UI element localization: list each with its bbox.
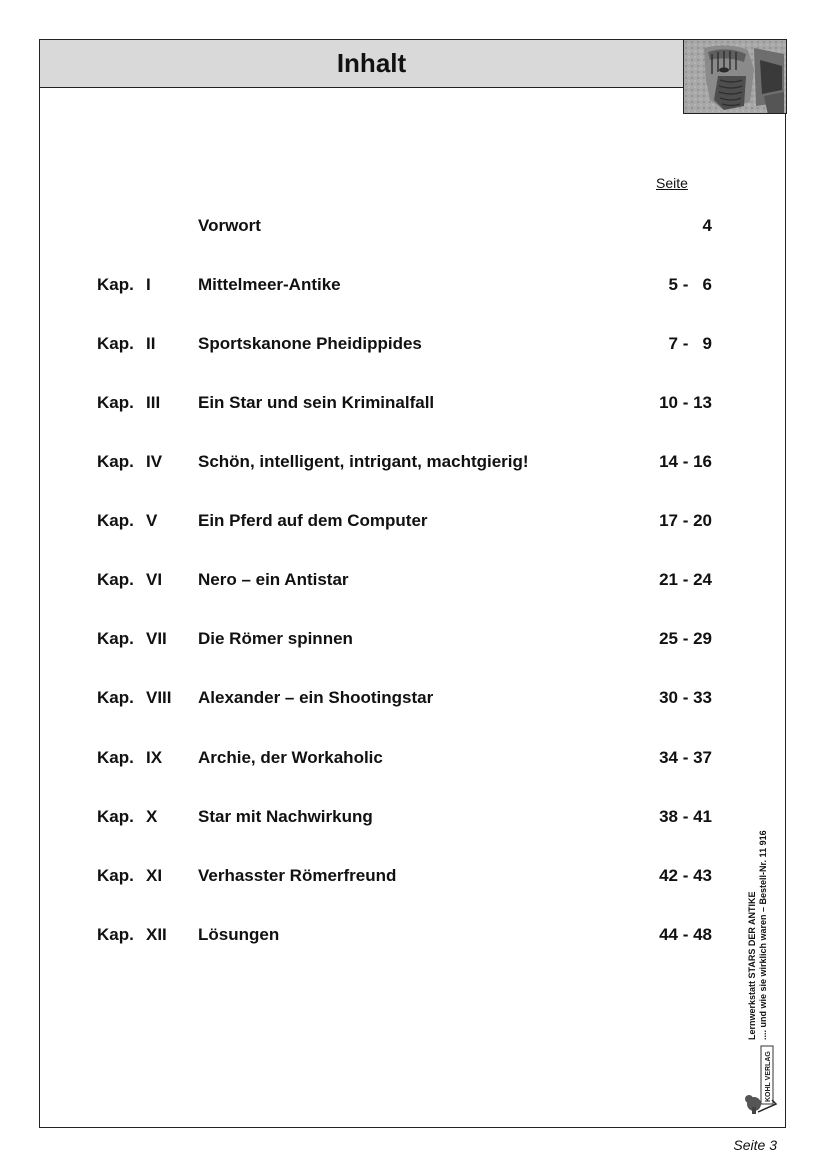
chapter-number: X <box>146 807 158 826</box>
logo-text: KOHL VERLAG <box>765 1051 772 1102</box>
chapter-label: Kap. <box>97 393 134 412</box>
publisher-info <box>747 830 769 1040</box>
chapter-number: VIII <box>146 688 172 707</box>
toc-entry <box>0 866 827 888</box>
chapter-title: Mittelmeer-Antike <box>198 275 341 294</box>
toc-entry <box>0 511 827 533</box>
chapter-pages: 25 - 29 <box>659 629 712 648</box>
chapter-number: VII <box>146 629 167 648</box>
chapter-label: Kap. <box>97 866 134 885</box>
chapter-label: Kap. <box>97 748 134 767</box>
series-title: Lernwerkstatt STARS DER ANTIKE <box>747 891 757 1040</box>
chapter-title: Ein Pferd auf dem Computer <box>198 511 428 530</box>
assyrian-relief-image <box>683 39 787 114</box>
chapter-number: IV <box>146 452 163 471</box>
chapter-title: Vorwort <box>198 216 261 235</box>
chapter-title: Star mit Nachwirkung <box>198 807 373 826</box>
toc-entry <box>0 452 827 474</box>
toc-entry <box>0 216 827 238</box>
toc-entry <box>0 688 827 710</box>
title-bar <box>39 39 684 88</box>
chapter-pages: 4 <box>702 216 712 235</box>
chapter-label: Kap. <box>97 275 134 294</box>
chapter-pages: 7 - 9 <box>668 334 712 353</box>
chapter-label: Kap. <box>97 925 134 944</box>
page-column-header: Seite <box>656 175 688 191</box>
toc-entry <box>0 275 827 297</box>
chapter-label: Kap. <box>97 629 134 648</box>
series-subtitle: .... und wie sie wirklich waren – Bestell-Nr. 11 916 <box>758 830 768 1040</box>
chapter-title: Sportskanone Pheidippides <box>198 334 422 353</box>
page-title: Inhalt <box>336 48 407 78</box>
chapter-title: Verhasster Römerfreund <box>198 866 397 885</box>
chapter-label: Kap. <box>97 807 134 826</box>
chapter-title: Lösungen <box>198 925 280 944</box>
chapter-title: Nero – ein Antistar <box>198 570 349 589</box>
chapter-number: XI <box>146 866 163 885</box>
chapter-number: VI <box>146 570 163 589</box>
chapter-pages: 10 - 13 <box>659 393 712 412</box>
chapter-number: V <box>146 511 158 530</box>
chapter-pages: 21 - 24 <box>659 570 712 589</box>
page-number: Seite 3 <box>733 1137 777 1153</box>
chapter-label: Kap. <box>97 334 134 353</box>
chapter-title: Ein Star und sein Kriminalfall <box>198 393 435 412</box>
chapter-pages: 34 - 37 <box>659 748 712 767</box>
toc-entry <box>0 807 827 829</box>
kohl-verlag-logo <box>742 1044 778 1116</box>
toc-entry <box>0 925 827 947</box>
toc-entry <box>0 748 827 770</box>
toc-entry <box>0 334 827 356</box>
chapter-pages: 42 - 43 <box>659 866 712 885</box>
chapter-pages: 30 - 33 <box>659 688 712 707</box>
chapter-pages: 5 - 6 <box>668 275 712 294</box>
chapter-number: IX <box>146 748 163 767</box>
toc-entry <box>0 629 827 651</box>
chapter-label: Kap. <box>97 688 134 707</box>
chapter-label: Kap. <box>97 452 134 471</box>
chapter-pages: 38 - 41 <box>659 807 712 826</box>
chapter-title: Alexander – ein Shootingstar <box>198 688 434 707</box>
chapter-title: Die Römer spinnen <box>198 629 353 648</box>
chapter-pages: 44 - 48 <box>659 925 712 944</box>
chapter-title: Schön, intelligent, intrigant, machtgierig! <box>198 452 529 471</box>
chapter-label: Kap. <box>97 570 134 589</box>
chapter-title: Archie, der Workaholic <box>198 748 383 767</box>
chapter-number: XII <box>146 925 167 944</box>
chapter-label: Kap. <box>97 511 134 530</box>
chapter-number: II <box>146 334 156 353</box>
chapter-number: I <box>146 275 151 294</box>
chapter-pages: 14 - 16 <box>659 452 712 471</box>
chapter-number: III <box>146 393 161 412</box>
toc-entry <box>0 570 827 592</box>
chapter-pages: 17 - 20 <box>659 511 712 530</box>
toc-entry <box>0 393 827 415</box>
